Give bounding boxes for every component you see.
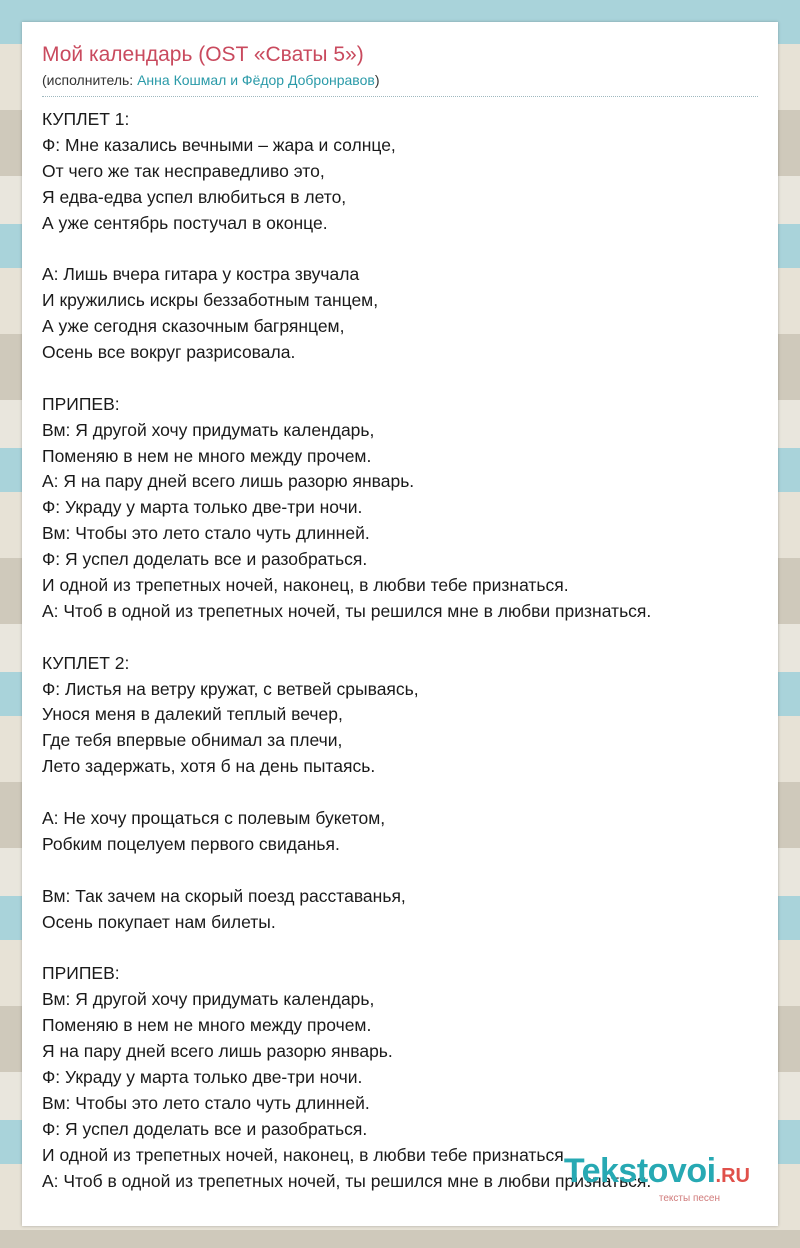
lyrics-body — [42, 107, 758, 1194]
lyric-line: Осень покупает нам билеты. — [42, 911, 276, 932]
lyric-line: Вм: Так зачем на скорый поезд расставанья, — [42, 885, 406, 906]
lyric-line: А: Лишь вчера гитара у костра звучала — [42, 264, 360, 285]
lyric-line: И одной из трепетных ночей, наконец, в любви тебе признаться. — [42, 1144, 569, 1165]
song-title: Мой календарь (OST «Сваты 5») — [42, 43, 364, 66]
lyric-line: А уже сентябрь постучал в оконце. — [42, 212, 328, 233]
lyric-line: Ф: Листья на ветру кружат, с ветвей срываясь, — [42, 678, 419, 699]
lyric-line: А: Чтоб в одной из трепетных ночей, ты решился мне в любви признаться. — [42, 600, 652, 621]
stanza-gap — [42, 936, 758, 962]
lyric-line: От чего же так несправедливо это, — [42, 160, 325, 181]
stanza-gap — [42, 236, 758, 262]
lyric-line: Поменяю в нем не много между прочем. — [42, 445, 372, 466]
performer-prefix: (исполнитель: — [42, 72, 138, 88]
lyrics-card — [22, 22, 778, 1226]
site-watermark — [564, 1154, 750, 1204]
performer-link[interactable]: Анна Кошмал и Фёдор Добронравов — [137, 72, 375, 88]
performer-suffix: ) — [374, 72, 380, 88]
lyric-line: Где тебя впервые обнимал за плечи, — [42, 730, 343, 751]
stanza-gap — [42, 625, 758, 651]
watermark-brand: Tekstovoi — [563, 1152, 716, 1190]
lyric-line: Ф: Я успел доделать все и разобраться. — [42, 1118, 368, 1139]
stanza-gap — [42, 858, 758, 884]
lyric-line: Я на пару дней всего лишь разорю январь. — [42, 1041, 393, 1062]
lyric-line: КУПЛЕТ 2: — [42, 652, 130, 673]
lyric-line: ПРИПЕВ: — [42, 963, 120, 984]
lyric-line: А: Чтоб в одной из трепетных ночей, ты решился мне в любви признаться. — [42, 1170, 652, 1191]
lyric-line: Ф: Украду у марта только две-три ночи. — [42, 1066, 363, 1087]
lyric-line: ПРИПЕВ: — [42, 393, 120, 414]
lyric-line: И одной из трепетных ночей, наконец, в любви тебе признаться. — [42, 575, 569, 596]
lyric-line: Я едва-едва успел влюбиться в лето, — [42, 186, 347, 207]
watermark-tagline: тексты песен — [658, 1193, 720, 1204]
lyric-line: И кружились искры беззаботным танцем, — [42, 290, 379, 311]
watermark-logo — [564, 1154, 750, 1193]
lyric-line: Осень все вокруг разрисовала. — [42, 342, 296, 363]
lyric-line: Вм: Я другой хочу придумать календарь, — [42, 419, 375, 440]
lyric-line: Ф: Я успел доделать все и разобраться. — [42, 549, 368, 570]
lyric-line: Ф: Украду у марта только две-три ночи. — [42, 497, 363, 518]
lyric-line: А: Я на пару дней всего лишь разорю январь. — [42, 471, 415, 492]
lyric-line: А: Не хочу прощаться с полевым букетом, — [42, 808, 386, 829]
lyric-line: А уже сегодня сказочным багрянцем, — [42, 316, 345, 337]
lyric-line: Поменяю в нем не много между прочем. — [42, 1015, 372, 1036]
lyric-line: Вм: Я другой хочу придумать календарь, — [42, 989, 375, 1010]
lyric-line: Ф: Мне казались вечными – жара и солнце, — [42, 134, 396, 155]
lyric-line: КУПЛЕТ 1: — [42, 109, 130, 129]
lyric-line: Лето задержать, хотя б на день пытаясь. — [42, 756, 376, 777]
lyric-line: Вм: Чтобы это лето стало чуть длинней. — [42, 1092, 370, 1113]
lyric-line: Робким поцелуем первого свиданья. — [42, 833, 340, 854]
stanza-gap — [42, 366, 758, 392]
watermark-tld: .RU — [715, 1165, 750, 1187]
lyric-line: Унося меня в далекий теплый вечер, — [42, 704, 343, 725]
lyric-line: Вм: Чтобы это лето стало чуть длинней. — [42, 523, 370, 544]
performer-line — [42, 70, 758, 97]
stanza-gap — [42, 780, 758, 806]
